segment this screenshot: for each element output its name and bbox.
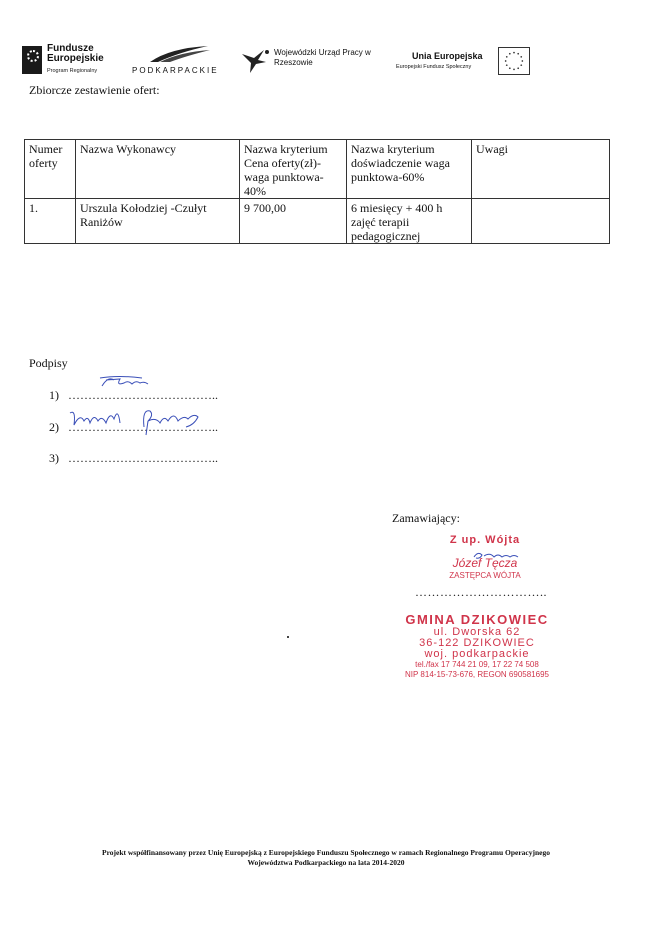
page-heading: Zbiorcze zestawienie ofert: [29,83,160,97]
ue-title: Unia Europejska [412,51,483,61]
handwritten-initials [470,549,520,561]
eu-flag-icon [498,47,530,75]
fe-flag-icon [22,46,42,74]
header-cell: Nazwa kryterium Cena oferty(zł)-waga punktowa-40% [240,140,347,199]
table-cell: 1. [25,199,76,244]
signature-line-1 [49,388,218,403]
zamawiajacy-label: Zamawiający: [392,511,460,525]
ue-logo [396,47,536,77]
stray-mark [287,636,289,638]
offers-table [24,139,610,244]
podkarpackie-logo [132,46,222,78]
footer-note [40,848,612,868]
stamp-authority: Z up. Wójta [449,534,521,546]
signature-dots: ……………………………….. [68,420,218,434]
ue-subtitle: Europejski Fundusz Społeczny [396,64,472,70]
header-cell: Uwagi [472,140,610,199]
table-cell: 6 miesięcy + 400 h zajęć terapii pedagogicznej [347,199,472,244]
footer-line-2: Województwa Podkarpackiego na lata 2014-2020 [247,858,405,867]
handwritten-signature-1 [98,374,150,390]
gmina-name: GMINA DZIKOWIEC [405,612,549,627]
signature-number: 1) [49,388,59,402]
footer-line-1: Projekt współfinansowany przez Unię Europejską z Europejskiego Funduszu Społecznego w ramach Regionalnego Programu Operacyjnego [102,848,550,857]
stamp-name: Józef Tęcza [452,556,518,570]
gmina-street: ul. Dworska 62 [433,626,521,638]
gmina-ids: NIP 814-15-73-676, REGON 690581695 [405,670,549,679]
signature-dots: ……………………………….. [68,451,218,465]
header-cell: Nazwa kryterium doświadczenie waga punktowa-60% [347,140,472,199]
gmina-stamp [392,612,562,680]
podkarpackie-wave-icon [150,46,210,62]
fundusze-europejskie-logo [22,44,112,80]
wup-text: Wojewódzki Urząd Pracy w Rzeszowie [274,48,371,67]
signature-number: 3) [49,451,59,465]
table-cell [472,199,610,244]
header-cell: Numer oferty [25,140,76,199]
podkarpackie-text: PODKARPACKIE [132,66,219,75]
gmina-phone: tel./fax 17 744 21 09, 17 22 74 508 [415,660,539,669]
table-cell: 9 700,00 [240,199,347,244]
table-cell: Urszula Kołodziej -Czułyt Raniżów [76,199,240,244]
table-row [25,199,610,244]
wup-bird-icon [240,46,270,74]
gmina-region: woj. podkarpackie [424,648,530,660]
gmina-postal: 36-122 DZIKOWIEC [419,637,535,649]
signature-number: 2) [49,420,59,434]
header-cell: Nazwa Wykonawcy [76,140,240,199]
fe-subtitle: Program Regionalny [47,68,98,74]
signatures-title: Podpisy [29,356,68,370]
signature-dots-line: ………………………….. [415,585,547,599]
handwritten-signature-2 [66,405,206,437]
table-header-row [25,140,610,199]
fe-title: Fundusze Europejskie [47,43,104,64]
signature-line-3 [49,451,218,466]
wup-logo [240,46,380,76]
stamp-role: ZASTĘPCA WÓJTA [449,571,521,580]
signature-dots: ……………………………….. [68,388,218,402]
